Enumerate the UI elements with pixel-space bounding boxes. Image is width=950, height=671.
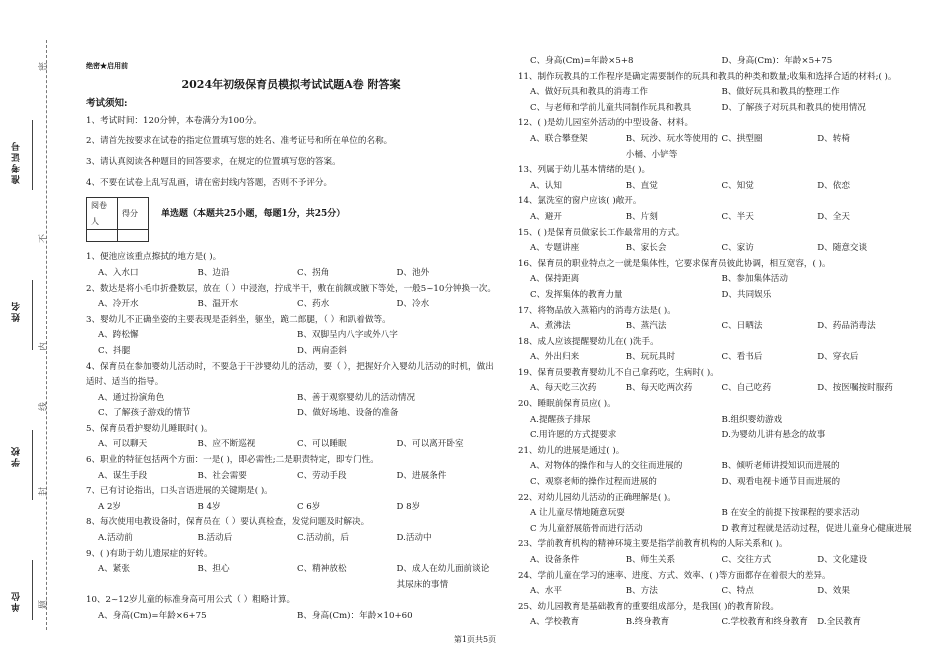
answer-option[interactable]: B、方法: [625, 586, 658, 597]
answer-option[interactable]: C、劳动手段: [297, 470, 347, 481]
answer-option[interactable]: D、成人在幼儿面前谈论其尿床的事情: [396, 564, 490, 590]
option-row: [518, 522, 913, 538]
school-field[interactable]: [32, 430, 33, 500]
answer-option[interactable]: B、玩玩具时: [625, 352, 676, 363]
answer-option[interactable]: D、做好场地、设备的准备: [297, 408, 399, 419]
answer-option[interactable]: A 让儿童尽情地随意玩耍: [530, 508, 625, 519]
section-heading: 单选题（本题共25小题，每题1分，共25分）: [161, 209, 346, 220]
name-label: 姓名: [12, 300, 22, 322]
answer-option[interactable]: C、可以睡眠: [297, 439, 347, 450]
answer-option[interactable]: B、蒸汽法: [625, 321, 667, 332]
answer-option[interactable]: C、交往方式: [721, 555, 772, 565]
notice-heading: 考试须知:: [86, 98, 128, 110]
option-row: [518, 132, 913, 163]
option-row: [86, 328, 496, 344]
answer-option[interactable]: B.组织婴幼游戏: [721, 414, 783, 425]
answer-option[interactable]: B、温开水: [197, 299, 239, 310]
answer-option[interactable]: A 2岁: [98, 501, 121, 512]
answer-option[interactable]: B、做好玩具和教具的整理工作: [721, 87, 840, 98]
answer-option[interactable]: A、认知: [530, 180, 562, 191]
seal-char: 题: [39, 599, 50, 610]
answer-option[interactable]: A、谋生手段: [98, 470, 148, 481]
option-row: [86, 609, 496, 625]
answer-option[interactable]: A、冷开水: [98, 299, 139, 310]
answer-option[interactable]: D、观看电视卡通节目而进展的: [721, 477, 841, 488]
answer-option[interactable]: A、跨松懈: [98, 330, 139, 341]
question-stem: 9、( )有助于幼儿遗尿症的好转。: [86, 548, 213, 559]
answer-option[interactable]: A、避开: [530, 211, 562, 222]
answer-option[interactable]: C、药水: [297, 299, 330, 310]
answer-option[interactable]: C、特点: [721, 586, 754, 597]
score-header: 得分: [118, 198, 149, 230]
answer-option[interactable]: C、抖腿: [98, 345, 131, 356]
option-row: [518, 179, 913, 195]
answer-option[interactable]: C、看书后: [721, 352, 763, 363]
answer-option[interactable]: D、全天: [817, 211, 850, 222]
exam-number-field[interactable]: [32, 120, 33, 190]
question-stem: 17、将物品放入蒸箱内的消毒方法是( )。: [518, 305, 676, 316]
seal-line: [46, 40, 47, 630]
notice-item: 1、考试时间：120分钟，本卷满分为100分。: [86, 115, 262, 126]
answer-option[interactable]: A、身高(Cm)=年龄×6+75: [98, 611, 207, 621]
notice-item: 2、请首先按要求在试卷的指定位置填写您的姓名、准考证号和所在单位的名称。: [86, 136, 393, 147]
answer-option[interactable]: B、社会需要: [197, 470, 247, 481]
answer-option[interactable]: B 4岁: [197, 501, 221, 512]
option-row: [518, 54, 913, 70]
option-row: [518, 272, 913, 288]
question-stem: 21、幼儿的进展是通过( )。: [518, 445, 625, 456]
option-row: [86, 531, 496, 547]
option-row: [518, 241, 913, 257]
answer-option[interactable]: A、保持距离: [530, 274, 580, 285]
answer-option[interactable]: D.活动中: [396, 533, 432, 544]
answer-option[interactable]: C.用许愿的方式提要求: [530, 430, 617, 441]
question-stem: 11、制作玩教具的工作程序是确定需要制作的玩具和教具的种类和数量;收集和选择合适的材料;( )。: [518, 71, 897, 82]
question-stem: 3、婴幼儿不正确坐姿的主要表现是歪斜坐，躯坐，跪二郎腿，（ ）和趴着做等。: [86, 314, 391, 325]
answer-option[interactable]: A、煮沸法: [530, 321, 571, 332]
unit-field[interactable]: [32, 560, 33, 620]
option-row: [86, 266, 496, 282]
answer-option[interactable]: D、效果: [817, 586, 850, 597]
answer-option[interactable]: D、池外: [396, 267, 430, 278]
answer-option[interactable]: D.为婴幼儿讲有悬念的故事: [721, 430, 826, 441]
option-row: [518, 615, 913, 631]
answer-option[interactable]: C、身高(Cm)=年龄×5+8: [530, 56, 634, 66]
option-row: [518, 350, 913, 366]
notice-item: 3、请认真阅读各种题目的回答要求，在规定的位置填写您的答案。: [86, 156, 341, 167]
answer-option[interactable]: D 8岁: [396, 501, 421, 512]
option-row: [518, 319, 913, 335]
question-stem: 25、幼儿园教育是基础教育的重要组成部分，是我国( )的教育阶段。: [518, 601, 779, 612]
seal-char: 封: [39, 486, 50, 497]
question-stem: 4、保育员在参加婴幼儿活动时，不要急于干涉婴幼儿的活动，要（ ），把握好介入婴幼儿活动的时机，做出适时、适当的指导。: [86, 361, 494, 388]
option-row: [518, 85, 913, 101]
answer-option[interactable]: A、学校教育: [530, 617, 580, 628]
answer-option[interactable]: B、每天吃两次药: [625, 383, 693, 394]
answer-option[interactable]: D、身高(Cm)：年龄×5+75: [721, 56, 833, 66]
option-row: [518, 553, 913, 569]
answer-option[interactable]: A、可以聊天: [98, 439, 148, 450]
answer-option[interactable]: C、日晒法: [721, 321, 763, 332]
answer-option[interactable]: C、知觉: [721, 180, 754, 191]
page-footer: 第1页共5页: [453, 635, 497, 644]
answer-option[interactable]: D、穿衣后: [817, 352, 859, 363]
option-row: [86, 391, 496, 407]
answer-option[interactable]: B、参加集体活动: [721, 274, 788, 285]
score-area: [86, 197, 496, 242]
answer-option[interactable]: C、半天: [721, 211, 754, 222]
option-row: [518, 584, 913, 600]
answer-option[interactable]: D、药品消毒法: [817, 321, 876, 332]
answer-option[interactable]: A、设备条件: [530, 555, 580, 565]
seal-char: 不: [39, 233, 50, 244]
option-row: [518, 101, 913, 117]
answer-option[interactable]: D.全民教育: [817, 617, 861, 628]
answer-option[interactable]: C.活动前，后: [297, 533, 349, 544]
question-stem: 19、保育员要教育婴幼儿不自己拿药吃，生病时( )。: [518, 367, 719, 378]
school-label: 学校: [12, 445, 22, 467]
answer-option[interactable]: D、了解孩子对玩具和教具的使用情况: [721, 102, 866, 113]
answer-option[interactable]: B、应不断巡视: [197, 439, 256, 450]
notice-item: 4、不要在试卷上乱写乱画，请在密封线内答题，否则不予评分。: [86, 177, 333, 188]
answer-option[interactable]: D、随意交谈: [817, 243, 868, 254]
question-stem: 10、2~12岁儿童的标准身高可用公式（ ）粗略计算。: [86, 595, 296, 606]
option-row: [518, 506, 913, 522]
answer-option[interactable]: C、观察老师的操作过程而进展的: [530, 477, 657, 488]
page-title: 2024年初级保育员模拟考试试题A卷 附答案: [181, 77, 401, 91]
answer-option[interactable]: B、师生关系: [625, 555, 676, 565]
answer-option[interactable]: B、边沿: [197, 267, 230, 278]
answer-option[interactable]: C、精神放松: [297, 564, 347, 575]
question-stem: 2、数达是将小毛巾折叠数层，放在（ ）中浸泡，拧成半干，敷在前额或腋下等处，一般5~10分钟换一次。: [86, 283, 496, 294]
question-stem: 23、学前教育机构的精神环境主要是指学前教育机构的人际关系和( )。: [518, 539, 788, 550]
answer-option[interactable]: B、玩沙、玩水等使用的小桶、小铲等: [625, 133, 719, 160]
answer-option[interactable]: B、直觉: [625, 180, 658, 191]
answer-option[interactable]: C、自己吃药: [721, 383, 772, 394]
answer-option[interactable]: A、通过扮演角色: [98, 392, 165, 403]
binding-margin: [0, 0, 68, 671]
name-field[interactable]: [32, 280, 33, 350]
answer-option[interactable]: B、家长会: [625, 243, 667, 254]
option-row: [86, 469, 496, 485]
answer-option[interactable]: D、可以离开卧室: [396, 439, 464, 450]
question-stem: 14、氯洗室的窗户应该( )敞开。: [518, 196, 642, 207]
option-row: [86, 500, 496, 516]
exam-number-label: 准考证号: [12, 140, 22, 184]
answer-option[interactable]: D、依恋: [817, 180, 850, 191]
score-cell[interactable]: [118, 230, 149, 242]
answer-option[interactable]: B、善于观察婴幼儿的活动情况: [297, 392, 416, 403]
answer-option[interactable]: C 为儿童舒展筋骨而进行活动: [530, 523, 643, 534]
answer-option[interactable]: C.学校教育和终身教育: [721, 617, 808, 628]
question-stem: 1、便池应该重点擦拭的地方是( )。: [86, 252, 222, 263]
grader-header: 阅卷人: [87, 198, 118, 230]
answer-option[interactable]: B、担心: [197, 564, 230, 575]
answer-option[interactable]: A、联合攀登架: [530, 133, 588, 144]
question-stem: 5、保育员看护婴幼儿睡眠时( )。: [86, 423, 213, 434]
seal-char: 密: [39, 61, 50, 72]
option-row: [518, 413, 913, 429]
answer-option[interactable]: D、冷水: [396, 299, 430, 310]
question-list-right: [518, 54, 913, 631]
answer-option[interactable]: C、家访: [721, 243, 754, 254]
answer-option[interactable]: D、按医嘱按时服药: [817, 383, 893, 394]
answer-option[interactable]: C、了解孩子游戏的情节: [98, 408, 191, 419]
question-stem: 15、( )是保育员做家长工作最常用的方式。: [518, 227, 685, 238]
answer-option[interactable]: B、片刻: [625, 211, 658, 222]
answer-option[interactable]: A.提醒孩子排尿: [530, 414, 591, 425]
answer-option[interactable]: D、文化建设: [817, 555, 868, 565]
answer-option[interactable]: D、两肩歪斜: [297, 345, 347, 356]
unit-label: 单位: [12, 590, 22, 612]
answer-option[interactable]: A、专题讲座: [530, 243, 580, 254]
question-stem: 7、已有讨论指出，口头言语进展的关键期是( )。: [86, 486, 273, 497]
option-row: [86, 297, 496, 313]
answer-option[interactable]: D、共同娱乐: [721, 289, 772, 300]
answer-option[interactable]: B.终身教育: [625, 617, 670, 628]
left-column: [86, 58, 496, 625]
question-stem: 13、列属于幼儿基本情绪的是( )。: [518, 165, 651, 176]
option-row: [518, 475, 913, 491]
answer-option[interactable]: D 教育过程就是活动过程，促进儿童身心健康进展: [721, 523, 912, 534]
question-stem: 20、睡眠前保育员应( )。: [518, 399, 616, 410]
answer-option[interactable]: A、每天吃三次药: [530, 383, 597, 394]
answer-option[interactable]: A、外出归来: [530, 352, 580, 363]
question-stem: 6、职业的特征包括两个方面：一是( )，即必需性;二是职责特定，即专门性。: [86, 455, 379, 466]
answer-option[interactable]: D、进展条件: [396, 470, 447, 481]
question-stem: 12、( )是幼儿园室外活动的中型设备、材料。: [518, 118, 694, 129]
answer-option[interactable]: C、与老师和学前儿童共同制作玩具和教具: [530, 102, 692, 113]
option-row: [518, 428, 913, 444]
answer-option[interactable]: C、拐角: [297, 267, 330, 278]
answer-option[interactable]: B、身高(Cm)：年龄×10+60: [297, 611, 413, 621]
answer-option[interactable]: B、双脚呈内八字或外八字: [297, 330, 398, 341]
option-row: [518, 288, 913, 304]
grader-cell[interactable]: [87, 230, 118, 242]
option-row: [518, 381, 913, 397]
question-stem: 16、保育员的职业特点之一就是集体性，它要求保育员彼此协调，相互宽容，( )。: [518, 258, 831, 269]
question-list-left: [86, 250, 496, 624]
option-row: [518, 459, 913, 475]
answer-option[interactable]: A、做好玩具和教具的消毒工作: [530, 87, 648, 98]
answer-option[interactable]: A、入水口: [98, 267, 139, 278]
answer-option[interactable]: A、水平: [530, 586, 562, 597]
option-row: [86, 437, 496, 453]
right-column: [518, 54, 913, 631]
answer-option[interactable]: B.活动后: [197, 533, 233, 544]
option-row: [86, 562, 496, 593]
question-stem: 8、每次使用电教设备时，保育员在（ ）要认真检查，发觉问题及时解决。: [86, 517, 370, 528]
option-row: [86, 344, 496, 360]
answer-option[interactable]: D、转椅: [817, 133, 850, 144]
question-stem: 22、对幼儿园幼儿活动的正确理解是( )。: [518, 492, 676, 503]
answer-option[interactable]: A.活动前: [98, 533, 133, 544]
seal-char: 内: [39, 341, 50, 352]
answer-option[interactable]: A、紧张: [98, 564, 130, 575]
score-table: [86, 197, 149, 242]
question-stem: 18、成人应该提醒婴幼儿在( )洗手。: [518, 336, 659, 347]
question-stem: 24、学前儿童在学习的速率、进度、方式、效率、( )等方面都存在着很大的差异。: [518, 570, 831, 581]
confidential-mark: 绝密★启用前: [86, 61, 128, 70]
notice-list: [86, 114, 496, 191]
answer-option[interactable]: B 在安全的前提下按课程的要求活动: [721, 508, 860, 519]
answer-option[interactable]: C、发挥集体的教育力量: [530, 289, 623, 300]
answer-option[interactable]: A、对物体的操作和与人的交往而进展的: [530, 461, 683, 472]
option-row: [518, 210, 913, 226]
seal-char: 线: [39, 401, 50, 412]
option-row: [86, 406, 496, 422]
answer-option[interactable]: C、拱型圈: [721, 133, 763, 144]
answer-option[interactable]: C 6岁: [297, 501, 321, 512]
answer-option[interactable]: B、倾听老师讲授知识而进展的: [721, 461, 840, 472]
